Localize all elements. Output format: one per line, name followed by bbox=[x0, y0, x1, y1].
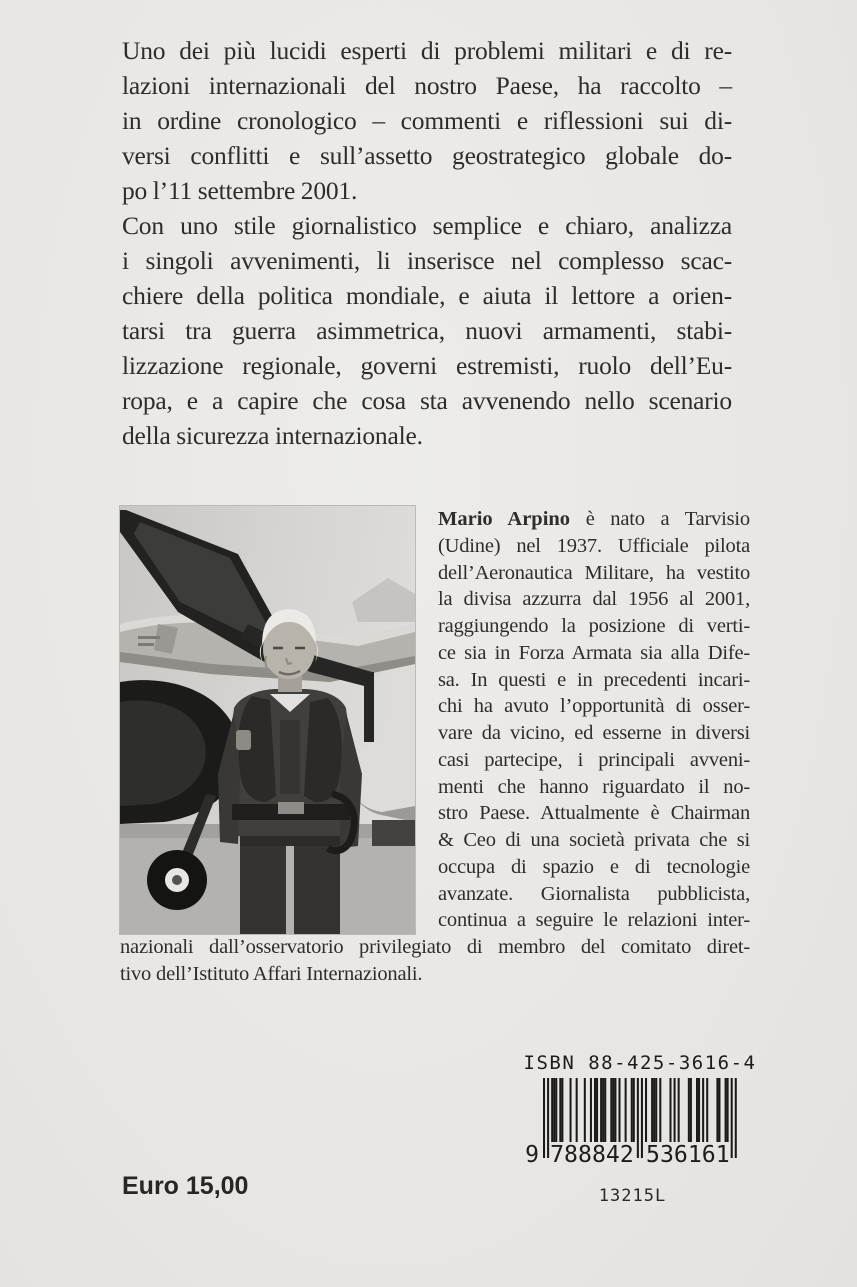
text-line: & Ceo di una società privata che si bbox=[438, 829, 750, 851]
text-line: avanzate. Giornalista pubblicista, bbox=[438, 882, 750, 905]
text-line: Uno dei più lucidi esperti di problemi militari e di re- bbox=[122, 36, 732, 65]
text-line: raggiungendo la posizione di verti- bbox=[438, 615, 750, 637]
isbn-barcode bbox=[515, 1078, 745, 1182]
text-line: Mario Arpino è nato a Tarvisio bbox=[438, 508, 750, 530]
text-line: (Udine) nel 1937. Ufficiale pilota bbox=[438, 534, 750, 557]
text-line: po l’11 settembre 2001. bbox=[122, 176, 358, 205]
text-line: lazioni internazionali del nostro Paese, ha raccolto – bbox=[122, 71, 732, 100]
press-code: 13215L bbox=[598, 1186, 667, 1206]
author-photo bbox=[120, 506, 415, 934]
svg-text:536161: 536161 bbox=[646, 1142, 730, 1168]
author-bio bbox=[120, 506, 750, 988]
text-line: tarsi tra guerra asimmetrica, nuovi armamenti, stabi- bbox=[122, 316, 732, 345]
text-line: menti che hanno riguardato il no- bbox=[438, 775, 750, 798]
blurb-text bbox=[122, 33, 732, 453]
text-line: continua a seguire le relazioni inter- bbox=[438, 909, 750, 932]
text-line: lizzazione regionale, governi estremisti, ruolo dell’Eu- bbox=[122, 351, 732, 380]
text-line: casi partecipe, i principali avveni- bbox=[438, 748, 750, 771]
svg-text:9: 9 bbox=[525, 1142, 539, 1168]
text-line: vare da vicino, ed esserne in diversi bbox=[438, 722, 750, 744]
text-line: i singoli avvenimenti, li inserisce nel complesso scac- bbox=[122, 246, 732, 275]
text-line: dell’Aeronautica Militare, ha vestito bbox=[438, 561, 750, 584]
text-line: in ordine cronologico – commenti e riflessioni sui di- bbox=[122, 106, 732, 135]
text-line: tivo dell’Istituto Affari Internazionali. bbox=[120, 962, 423, 985]
text-line: della sicurezza internazionale. bbox=[122, 421, 423, 450]
text-line: ce sia in Forza Armata sia alla Dife- bbox=[438, 641, 750, 664]
text-line: la divisa azzurra dal 1956 al 2001, bbox=[438, 588, 750, 611]
text-line: Con uno stile giornalistico semplice e chiaro, analizza bbox=[122, 211, 732, 240]
isbn-label: ISBN 88-425-3616-4 bbox=[523, 1052, 757, 1074]
price-label: Euro 15,00 bbox=[122, 1172, 249, 1200]
text-line: chi ha avuto l’opportunità di osser- bbox=[438, 695, 750, 718]
barcode-bars bbox=[515, 1078, 745, 1182]
text-line: chiere della politica mondiale, e aiuta il lettore a orien- bbox=[122, 281, 732, 310]
text-line: versi conflitti e sull’assetto geostrategico globale do- bbox=[122, 141, 732, 170]
text-line: sa. In questi e in precedenti incari- bbox=[438, 668, 750, 691]
author-photo-illustration bbox=[120, 506, 415, 934]
svg-text:788842: 788842 bbox=[550, 1142, 634, 1168]
text-line: ropa, e a capire che cosa sta avvenendo nello scenario bbox=[122, 386, 732, 415]
text-line: occupa di spazio e di tecnologie bbox=[438, 855, 750, 878]
text-line: stro Paese. Attualmente è Chairman bbox=[438, 802, 750, 825]
text-line: nazionali dall’osservatorio privilegiato di membro del comitato diret- bbox=[120, 936, 750, 958]
